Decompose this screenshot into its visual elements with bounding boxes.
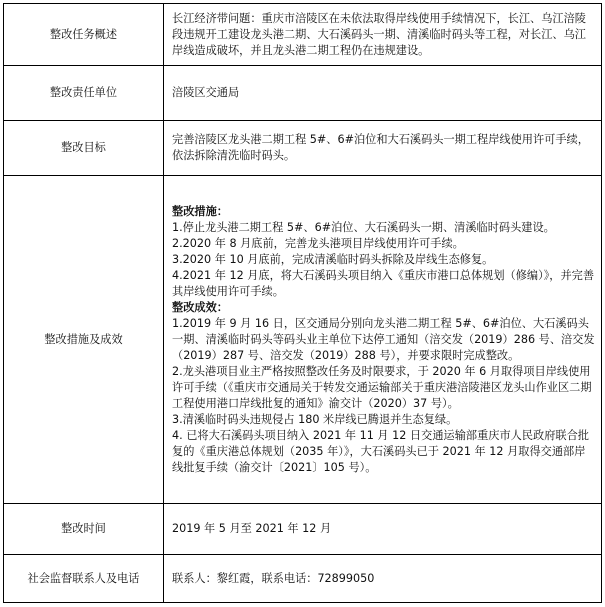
goal-text: 完善涪陵区龙头港二期工程 5#、6#泊位和大石溪码头一期工程岸线使用许可手续，依法拆除清洗临时码头。 — [164, 121, 602, 176]
result-item: 4. 已将大石溪码头项目纳入 2021 年 11 月 12 日交通运输部重庆市人民政府联合批复的《重庆港总体规划（2035 年）》，大石溪码头已于 2021 年 12 月取得交通部岸线批复手续（渝交计〔2021〕105 号）。 — [172, 428, 589, 474]
result-item: 3.清溪临时码头违规侵占 180 米岸线已腾退并生态复绿。 — [172, 412, 458, 426]
row-time — [4, 504, 602, 555]
overview-label: 整改任务概述 — [4, 4, 164, 66]
overview-text: 长江经济带问题：重庆市涪陵区在未依法取得岸线使用手续情况下，长江、乌江涪陵段违规开工建设龙头港二期、大石溪码头一期、清溪临时码头等工程，对长江、乌江岸线造成破坏，并且龙头港二期工程仍在违规建设。 — [164, 4, 602, 66]
goal-label: 整改目标 — [4, 121, 164, 176]
measure-item: 1.停止龙头港二期工程 5#、6#泊位、大石溪码头一期、清溪临时码头建设。 — [172, 220, 555, 234]
measure-item: 3.2020 年 10 月底前，完成清溪临时码头拆除及岸线生态修复。 — [172, 252, 494, 266]
measures-content — [164, 176, 602, 504]
measures-heading: 整改措施： — [172, 204, 228, 218]
result-item: 2.龙头港项目业主严格按照整改任务及时限要求，于 2020 年 6 月取得项目岸线使用许可手续（《重庆市交通局关于转发交通运输部关于重庆港涪陵港区龙头山作业区二期工程使用港口岸线批复的通知》渝交计（2020）37 号）。 — [172, 364, 592, 410]
results-heading: 整改成效： — [172, 300, 228, 314]
rectification-table — [3, 3, 602, 603]
measure-item: 4.2021 年 12 月底，将大石溪码头项目纳入《重庆市港口总体规划（修编）》，并完善其岸线使用许可手续。 — [172, 268, 595, 298]
row-responsible-unit — [4, 66, 602, 121]
time-label: 整改时间 — [4, 504, 164, 555]
time-text: 2019 年 5 月至 2021 年 12 月 — [164, 504, 602, 555]
measure-item: 2.2020 年 8 月底前，完善龙头港项目岸线使用许可手续。 — [172, 236, 464, 250]
contact-text: 联系人：黎红霞，联系电话：72899050 — [164, 555, 602, 603]
row-measures — [4, 176, 602, 504]
row-contact — [4, 555, 602, 603]
contact-label: 社会监督联系人及电话 — [4, 555, 164, 603]
row-overview — [4, 4, 602, 66]
responsible-unit-label: 整改责任单位 — [4, 66, 164, 121]
measures-label: 整改措施及成效 — [4, 176, 164, 504]
responsible-unit-text: 涪陵区交通局 — [164, 66, 602, 121]
row-goal — [4, 121, 602, 176]
result-item: 1.2019 年 9 月 16 日，区交通局分别向龙头港二期工程 5#、6#泊位、大石溪码头一期、清溪临时码头等码头业主单位下达停工通知（涪交发（2019）286 号、涪交发（2019）287 号、涪交发（2019）288 号），并要求限时完成整改。 — [172, 316, 595, 362]
rectification-sheet — [3, 3, 602, 603]
